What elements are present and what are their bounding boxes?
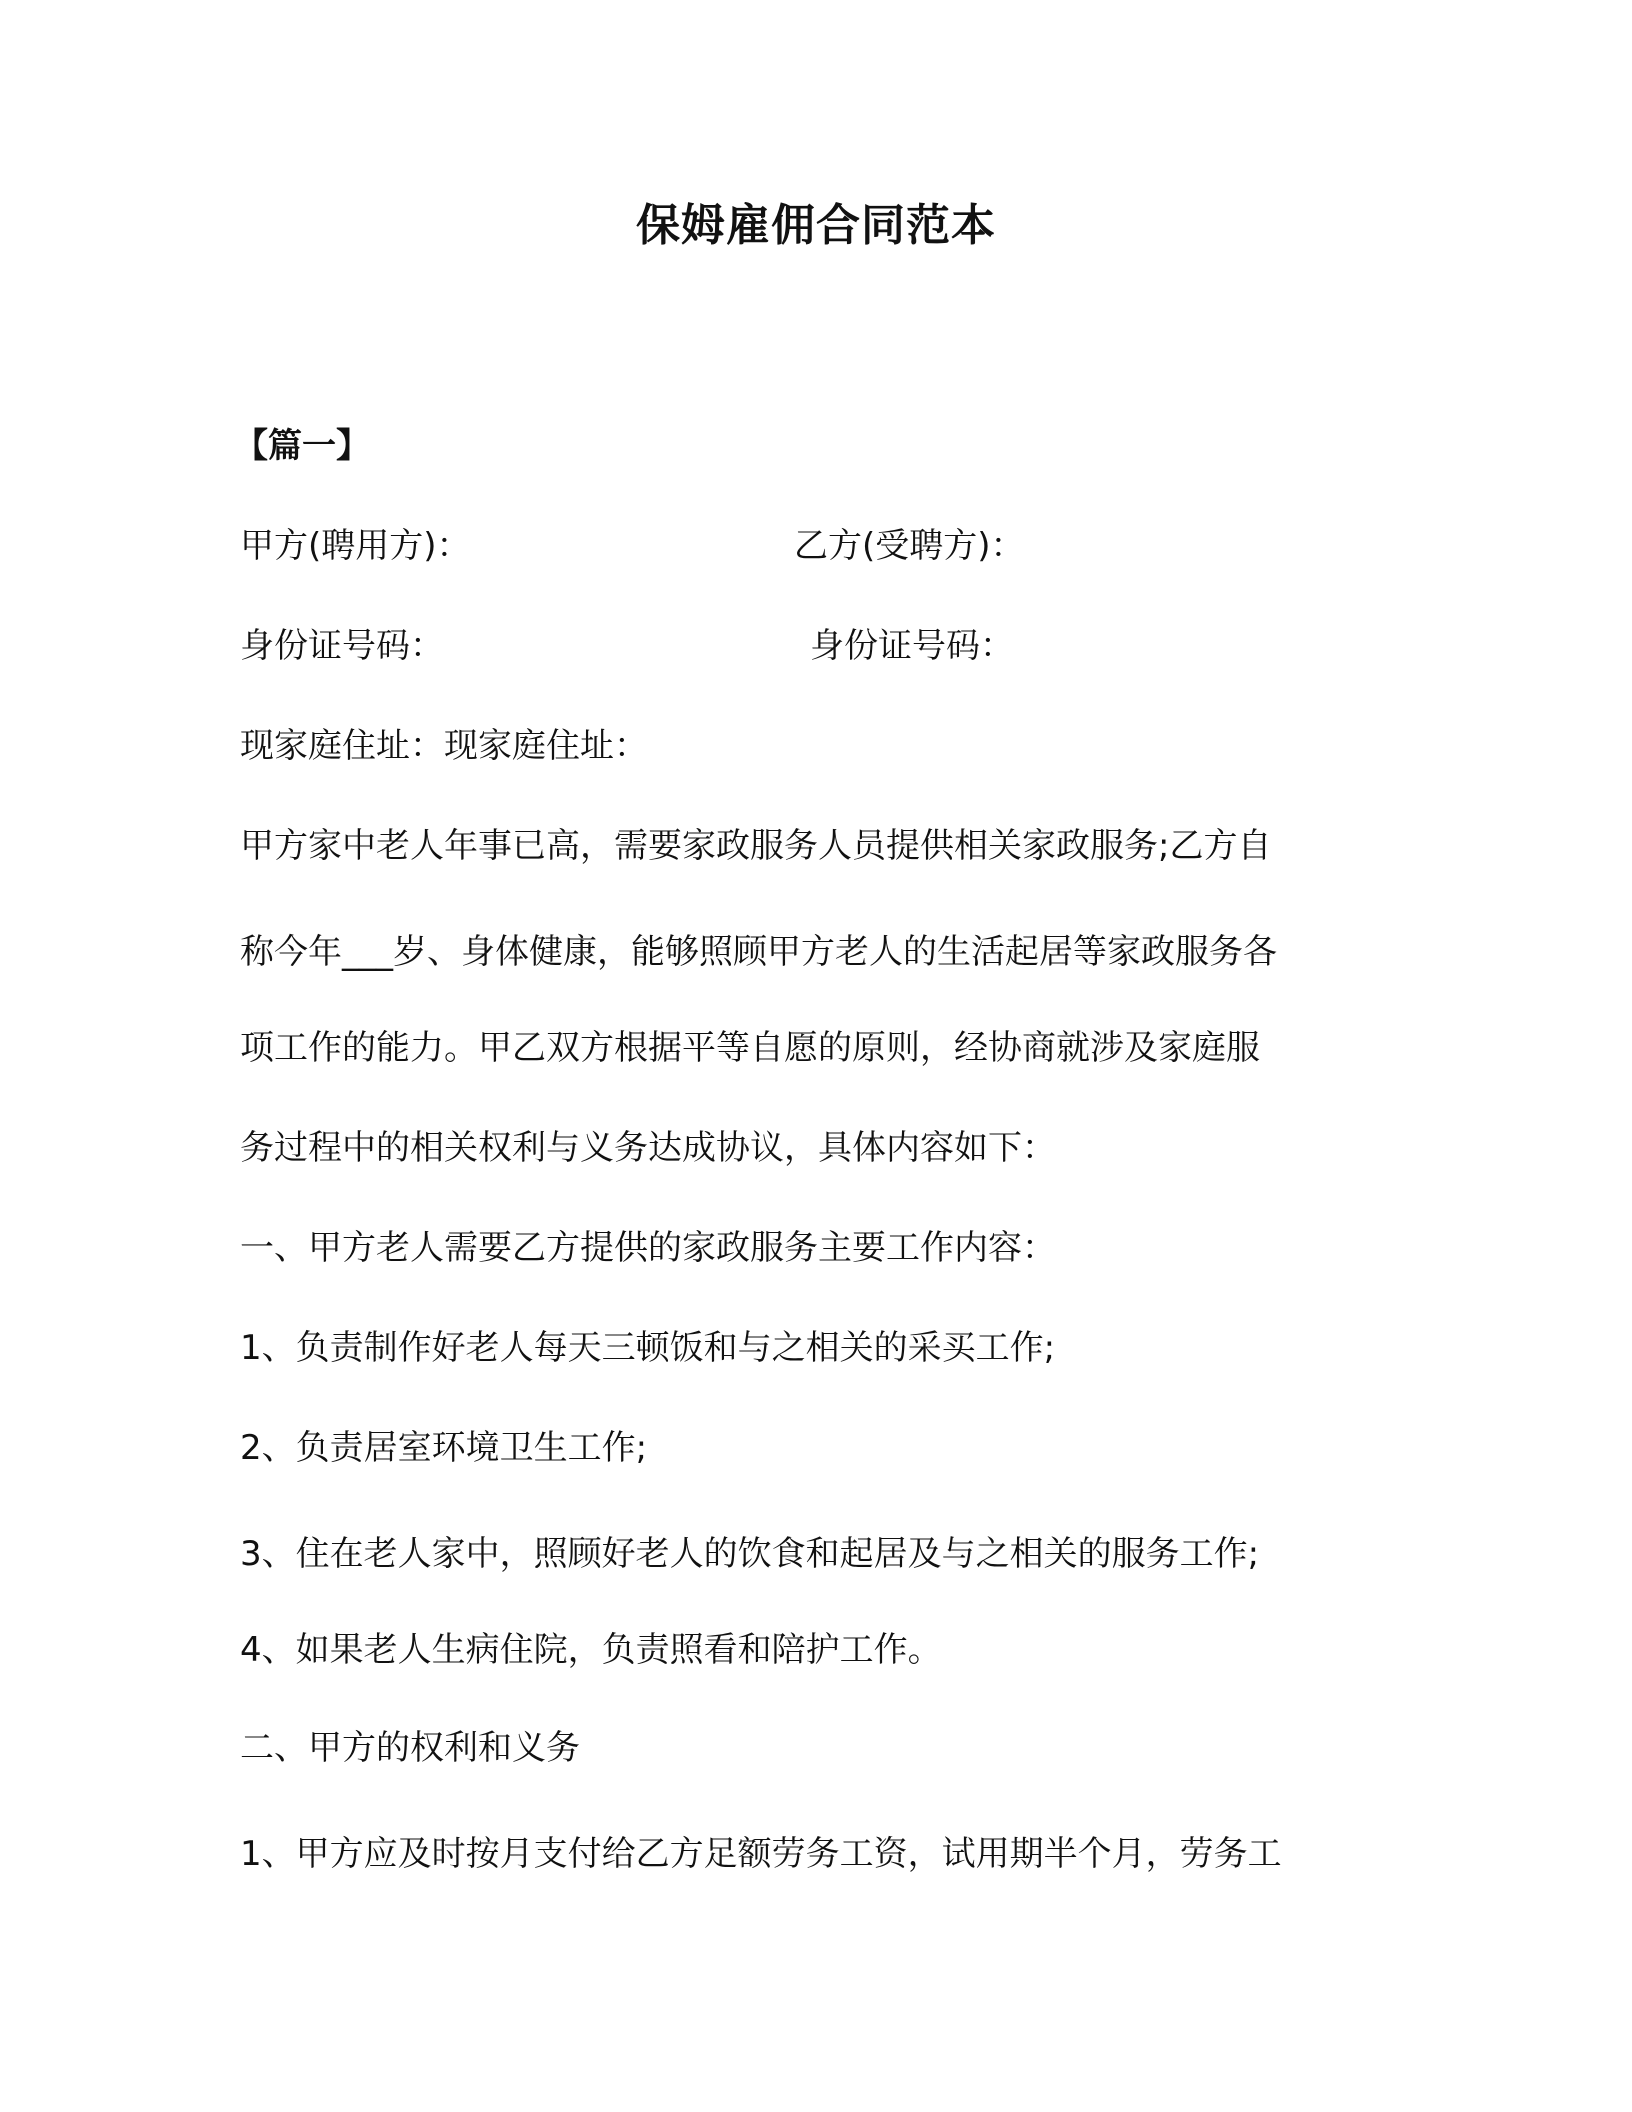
party-b-label: 乙方(受聘方)：: [794, 526, 1025, 566]
address-line: 现家庭住址：现家庭住址：: [240, 726, 648, 766]
list-item: 1、甲方应及时按月支付给乙方足额劳务工资，试用期半个月，劳务工: [240, 1834, 1282, 1874]
section-1-heading: 一、甲方老人需要乙方提供的家政服务主要工作内容：: [240, 1228, 1056, 1268]
intro-line: 称今年___岁、身体健康，能够照顾甲方老人的生活起居等家政服务各: [240, 932, 1277, 972]
section-label: 【篇一】: [234, 426, 370, 466]
list-item: 4、如果老人生病住院，负责照看和陪护工作。: [240, 1630, 942, 1670]
intro-line: 甲方家中老人年事已高，需要家政服务人员提供相关家政服务;乙方自: [240, 826, 1272, 866]
section-2-heading: 二、甲方的权利和义务: [240, 1728, 580, 1768]
list-item: 1、负责制作好老人每天三顿饭和与之相关的采买工作;: [240, 1328, 1056, 1368]
list-item: 3、住在老人家中，照顾好老人的饮食和起居及与之相关的服务工作;: [240, 1534, 1260, 1574]
list-item: 2、负责居室环境卫生工作;: [240, 1428, 648, 1468]
intro-line: 务过程中的相关权利与义务达成协议，具体内容如下：: [240, 1128, 1056, 1168]
party-row: [240, 522, 471, 570]
party-a-label: 甲方(聘用方)：: [240, 526, 471, 566]
id-b-label: 身份证号码：: [810, 626, 1014, 666]
id-a-label: 身份证号码：: [240, 626, 444, 666]
intro-line: 项工作的能力。甲乙双方根据平等自愿的原则，经协商就涉及家庭服: [240, 1028, 1260, 1068]
document-title: 保姆雇佣合同范本: [636, 200, 996, 251]
